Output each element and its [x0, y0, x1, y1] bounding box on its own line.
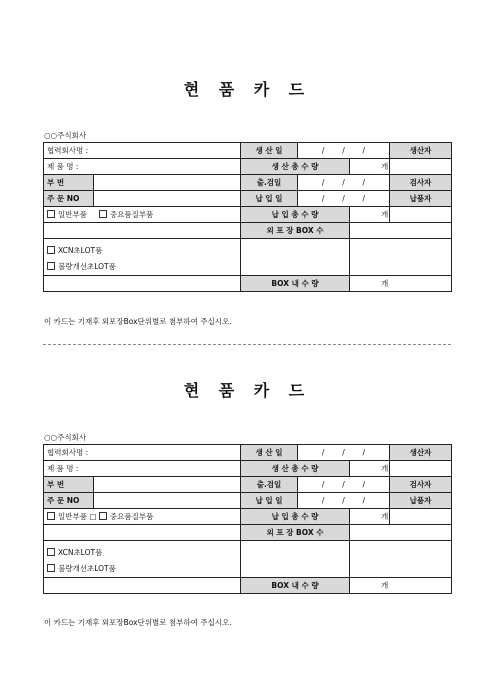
- blank-middle[interactable]: [241, 541, 350, 578]
- prod-date-label: 생 산 일: [241, 143, 298, 159]
- recv-total-label: 납 입 총 수 량: [241, 509, 350, 525]
- checkbox-icon: [99, 210, 107, 218]
- box-qty-field[interactable]: 개: [350, 276, 452, 292]
- lot-options: [44, 239, 241, 276]
- box-count-label: 외 포 장 BOX 수: [241, 223, 350, 239]
- producer-field[interactable]: [390, 461, 452, 477]
- box-qty-label: BOX 내 수 량: [241, 276, 350, 292]
- blank-right[interactable]: [350, 239, 452, 276]
- recv-total-label: 납 입 총 수 량: [241, 207, 350, 223]
- box-qty-field[interactable]: 개: [350, 578, 452, 594]
- product-field[interactable]: 제 품 명 :: [44, 159, 241, 175]
- partner-field[interactable]: 협력회사명 :: [44, 445, 241, 461]
- ship-date-label: 출.검일: [241, 175, 298, 191]
- company-name: ○○주식회사: [44, 131, 87, 140]
- deliverer-field[interactable]: [390, 509, 452, 525]
- product-form: [43, 142, 452, 292]
- cut-line: [43, 344, 451, 345]
- inspector-label: 검사자: [390, 477, 452, 493]
- part-type-options: [44, 207, 241, 223]
- deliverer-label: 납품자: [390, 493, 452, 509]
- deliverer-field[interactable]: [390, 207, 452, 223]
- checkbox-icon: [47, 262, 55, 270]
- deliverer-label: 납품자: [390, 191, 452, 207]
- prod-date-label: 생 산 일: [241, 445, 298, 461]
- box-count-field[interactable]: [350, 223, 452, 239]
- checkbox-icon: [47, 512, 55, 520]
- recv-date-label: 납 입 일: [241, 493, 298, 509]
- part-label: 부 번: [44, 477, 94, 493]
- instruction-note: 이 카드는 기재후 외포장Box단위별로 첨부하여 주십시오.: [44, 618, 232, 627]
- product-field[interactable]: 제 품 명 :: [44, 461, 241, 477]
- order-field[interactable]: [94, 191, 241, 207]
- general-checkbox[interactable]: 일반부품: [47, 209, 87, 220]
- general-checkbox[interactable]: 일반부품 □: [47, 511, 96, 522]
- order-label: 주 문 NO: [44, 493, 94, 509]
- defect-checkbox[interactable]: 불량개선초LOT품: [47, 259, 116, 275]
- important-checkbox[interactable]: 중요품질부품: [99, 209, 153, 220]
- instruction-note: 이 카드는 기재후 외포장Box단위별로 첨부하여 주십시오.: [44, 317, 232, 326]
- producer-label: 생산자: [390, 445, 452, 461]
- checkbox-icon: [99, 512, 107, 520]
- part-label: 부 번: [44, 175, 94, 191]
- xcn-checkbox[interactable]: XCN초LOT품: [47, 243, 102, 259]
- recv-date-field[interactable]: / / /: [298, 191, 390, 207]
- recv-date-field[interactable]: / / /: [298, 493, 390, 509]
- part-type-options: [44, 509, 241, 525]
- prod-date-field[interactable]: / / /: [298, 143, 390, 159]
- lot-options: [44, 541, 241, 578]
- producer-label: 생산자: [390, 143, 452, 159]
- ship-date-label: 출.검일: [241, 477, 298, 493]
- order-field[interactable]: [94, 493, 241, 509]
- producer-field[interactable]: [390, 159, 452, 175]
- ship-date-field[interactable]: / / /: [298, 175, 390, 191]
- partner-field[interactable]: 협력회사명 :: [44, 143, 241, 159]
- company-name: ○○주식회사: [44, 433, 87, 442]
- blank-bottom-left: [44, 578, 241, 594]
- important-checkbox[interactable]: 중요품질부품: [99, 511, 153, 522]
- xcn-checkbox[interactable]: XCN초LOT품: [47, 545, 102, 561]
- checkbox-icon: [47, 564, 55, 572]
- prod-date-field[interactable]: / / /: [298, 445, 390, 461]
- checkbox-icon: [47, 548, 55, 556]
- prod-total-label: 생 산 총 수 량: [241, 461, 350, 477]
- recv-total-field[interactable]: 개: [350, 509, 390, 525]
- checkbox-icon: [47, 210, 55, 218]
- checkbox-icon: [47, 246, 55, 254]
- prod-total-field[interactable]: 개: [350, 159, 390, 175]
- box-count-field[interactable]: [350, 525, 452, 541]
- card-title: 현 품 카 드: [183, 80, 312, 99]
- card-title: 현 품 카 드: [183, 381, 312, 400]
- recv-date-label: 납 입 일: [241, 191, 298, 207]
- prod-total-label: 생 산 총 수 량: [241, 159, 350, 175]
- ship-date-field[interactable]: / / /: [298, 477, 390, 493]
- inspector-label: 검사자: [390, 175, 452, 191]
- prod-total-field[interactable]: 개: [350, 461, 390, 477]
- blank-bottom-left: [44, 276, 241, 292]
- order-label: 주 문 NO: [44, 191, 94, 207]
- product-form: [43, 444, 452, 594]
- defect-checkbox[interactable]: 불량개선초LOT품: [47, 561, 116, 577]
- blank-left: [44, 223, 241, 239]
- part-field[interactable]: [94, 477, 241, 493]
- recv-total-field[interactable]: 개: [350, 207, 390, 223]
- blank-right[interactable]: [350, 541, 452, 578]
- part-field[interactable]: [94, 175, 241, 191]
- blank-middle[interactable]: [241, 239, 350, 276]
- box-count-label: 외 포 장 BOX 수: [241, 525, 350, 541]
- box-qty-label: BOX 내 수 량: [241, 578, 350, 594]
- blank-left: [44, 525, 241, 541]
